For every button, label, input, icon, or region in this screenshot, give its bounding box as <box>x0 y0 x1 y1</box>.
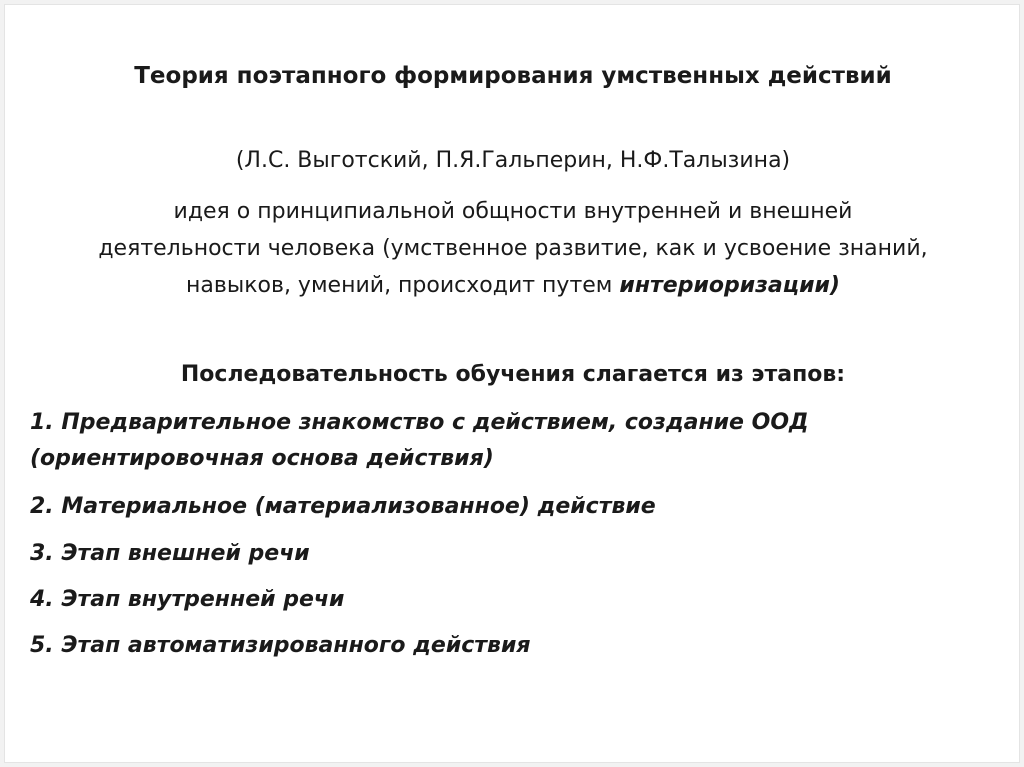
slide <box>4 4 1020 763</box>
idea-line-2: деятельности человека (умственное развитие, как и усвоение знаний, <box>98 236 928 261</box>
idea-line-3-text: навыков, умений, происходит путем <box>186 273 620 298</box>
stage-4: 4. Этап внутренней речи <box>30 587 345 612</box>
stage-1 <box>30 405 809 477</box>
stage-3: 3. Этап внешней речи <box>30 541 310 566</box>
stage-5: 5. Этап автоматизированного действия <box>30 633 531 658</box>
sequence-heading: Последовательность обучения слагается из этапов: <box>180 362 846 387</box>
idea-paragraph <box>5 193 1021 304</box>
stage-1-line-1: 1. Предварительное знакомство с действием, создание ООД <box>30 410 809 435</box>
idea-line-3 <box>5 267 1021 304</box>
idea-line-1: идея о принципиальной общности внутренней и внешней <box>173 199 853 224</box>
idea-emphasis-term: интериоризации) <box>619 273 840 298</box>
stage-2: 2. Материальное (материализованное) действие <box>30 494 656 519</box>
stage-1-line-2: (ориентировочная основа действия) <box>30 446 494 471</box>
slide-title: Теория поэтапного формирования умственных действий <box>134 63 892 89</box>
authors-line: (Л.С. Выготский, П.Я.Гальперин, Н.Ф.Талызина) <box>235 148 791 173</box>
